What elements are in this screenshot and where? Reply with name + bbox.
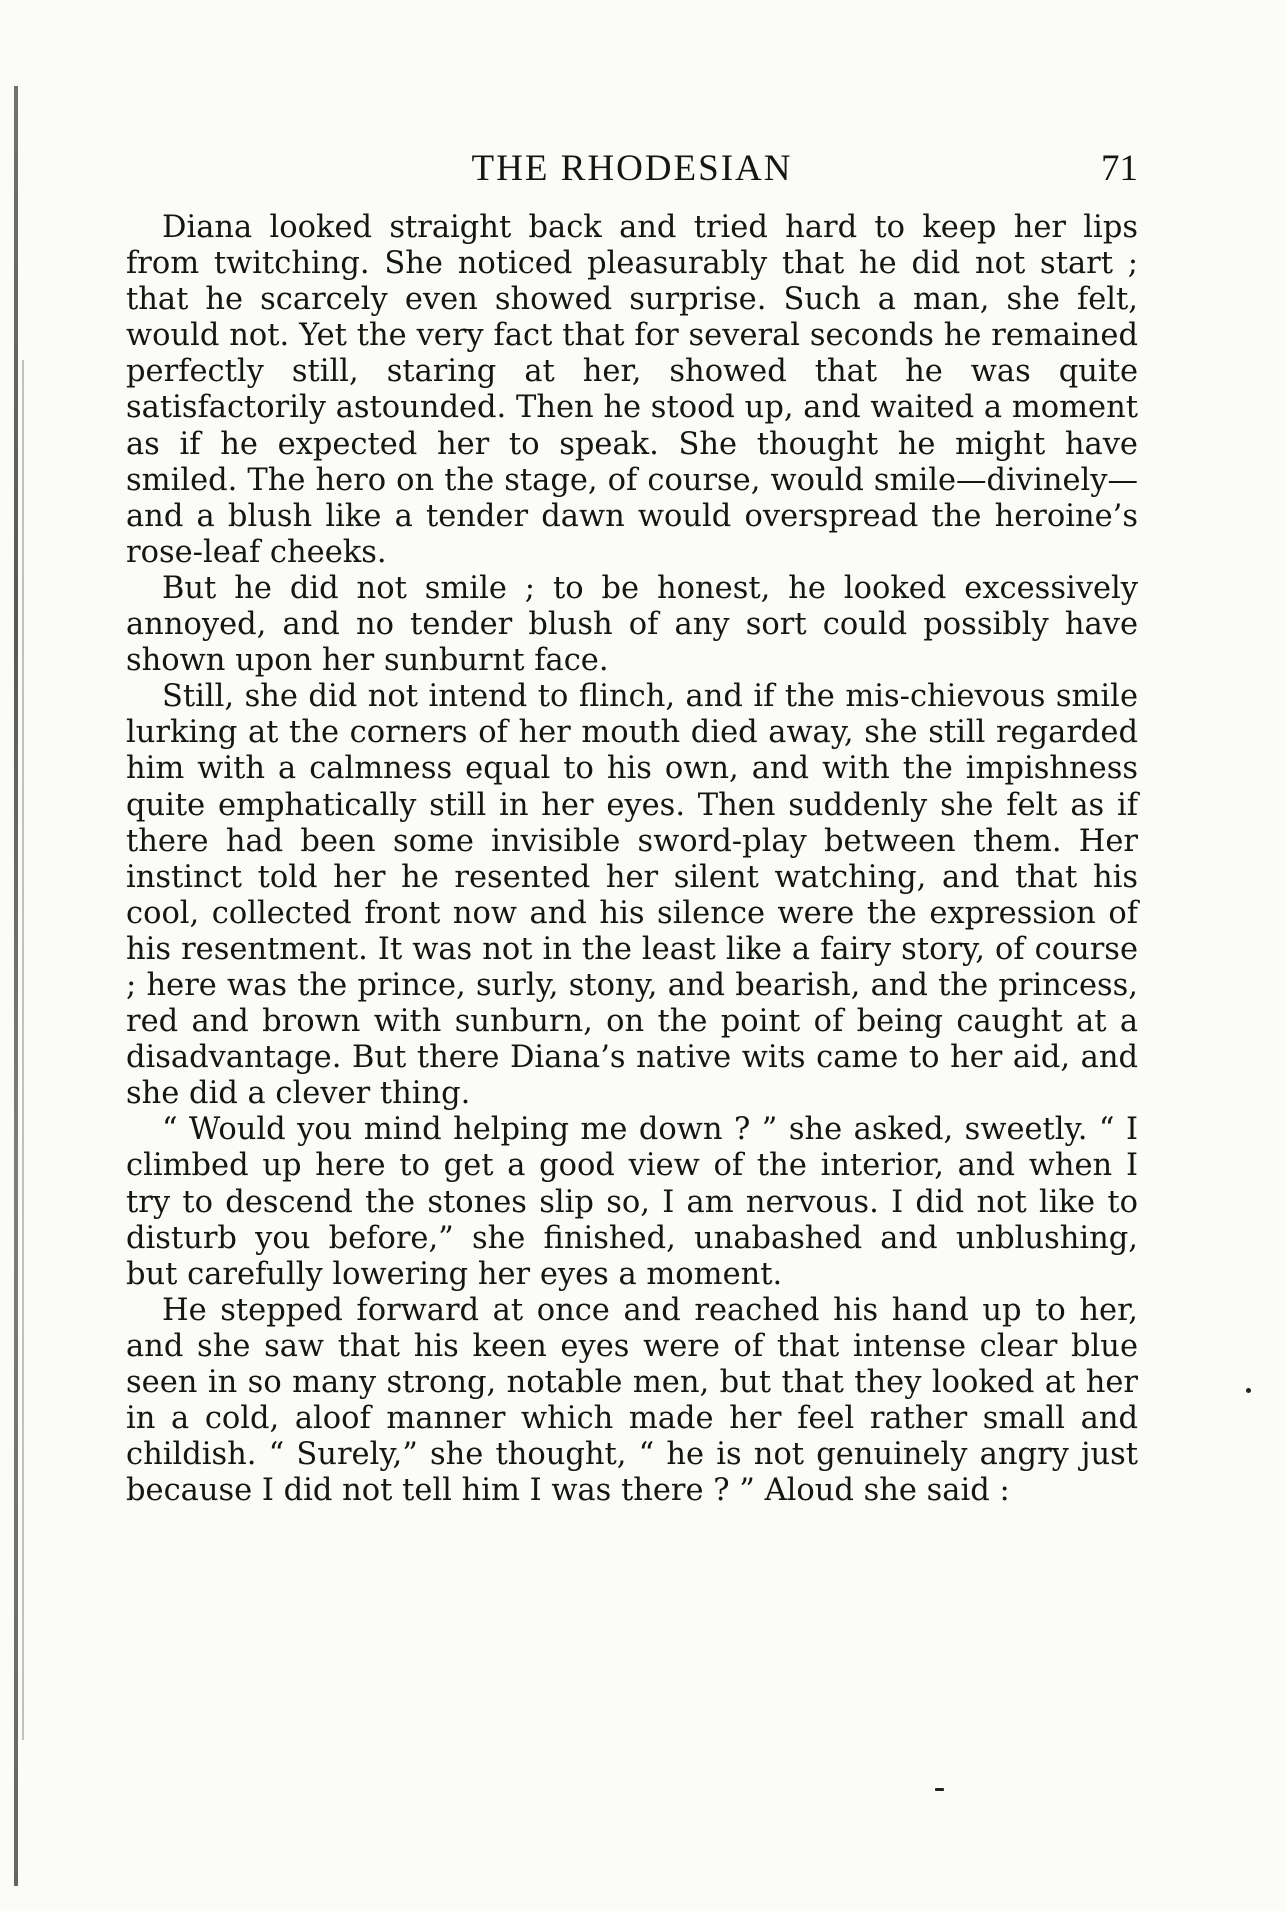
paragraph: Diana looked straight back and tried hard to keep her lips from twitching. She noticed pleasurably that he did not start ; that he scarcely even showed surprise. Such a man, she felt, would not. Yet the very fact that for several seconds he remained perfectly still, staring at her, showed that he was quite satisfactorily astounded. Then he stood up, and waited a moment as if he expected her to speak. She thought he might have smiled. The hero on the stage, of course, would smile—divinely—and a blush like a tender dawn would overspread the heroine’s rose-leaf cheeks. xyxy=(126,210,1138,570)
running-title: THE RHODESIAN xyxy=(471,148,793,189)
ink-speck xyxy=(1246,1388,1251,1393)
binding-shadow xyxy=(22,360,24,1740)
body-text xyxy=(126,210,1138,1509)
ink-speck xyxy=(935,1788,944,1791)
page-header xyxy=(126,142,1138,196)
page-number: 71 xyxy=(1101,148,1138,189)
binding-edge xyxy=(14,86,18,1886)
paragraph: He stepped forward at once and reached his hand up to her, and she saw that his keen eyes were of that intense clear blue seen in so many strong, notable men, but that they looked at her in a cold, aloof manner which made her feel rather small and childish. “ Surely,” she thought, “ he is not genuinely angry just because I did not tell him I was there ? ” Aloud she said : xyxy=(126,1292,1138,1509)
paragraph: But he did not smile ; to be honest, he looked excessively annoyed, and no tender blush of any sort could possibly have shown upon her sunburnt face. xyxy=(126,570,1138,679)
paragraph: “ Would you mind helping me down ? ” she asked, sweetly. “ I climbed up here to get a good view of the interior, and when I try to descend the stones slip so, I am nervous. I did not like to disturb you before,” she finished, unabashed and unblushing, but carefully lowering her eyes a moment. xyxy=(126,1112,1138,1292)
paragraph: Still, she did not intend to flinch, and if the mis-chievous smile lurking at the corners of her mouth died away, she still regarded him with a calmness equal to his own, and with the impishness quite emphatically still in her eyes. Then suddenly she felt as if there had been some invisible sword-play between them. Her instinct told her he resented her silent watching, and that his cool, collected front now and his silence were the expression of his resentment. It was not in the least like a fairy story, of course ; here was the prince, surly, stony, and bearish, and the princess, red and brown with sunburn, on the point of being caught at a disadvantage. But there Diana’s native wits came to her aid, and she did a clever thing. xyxy=(126,679,1138,1112)
